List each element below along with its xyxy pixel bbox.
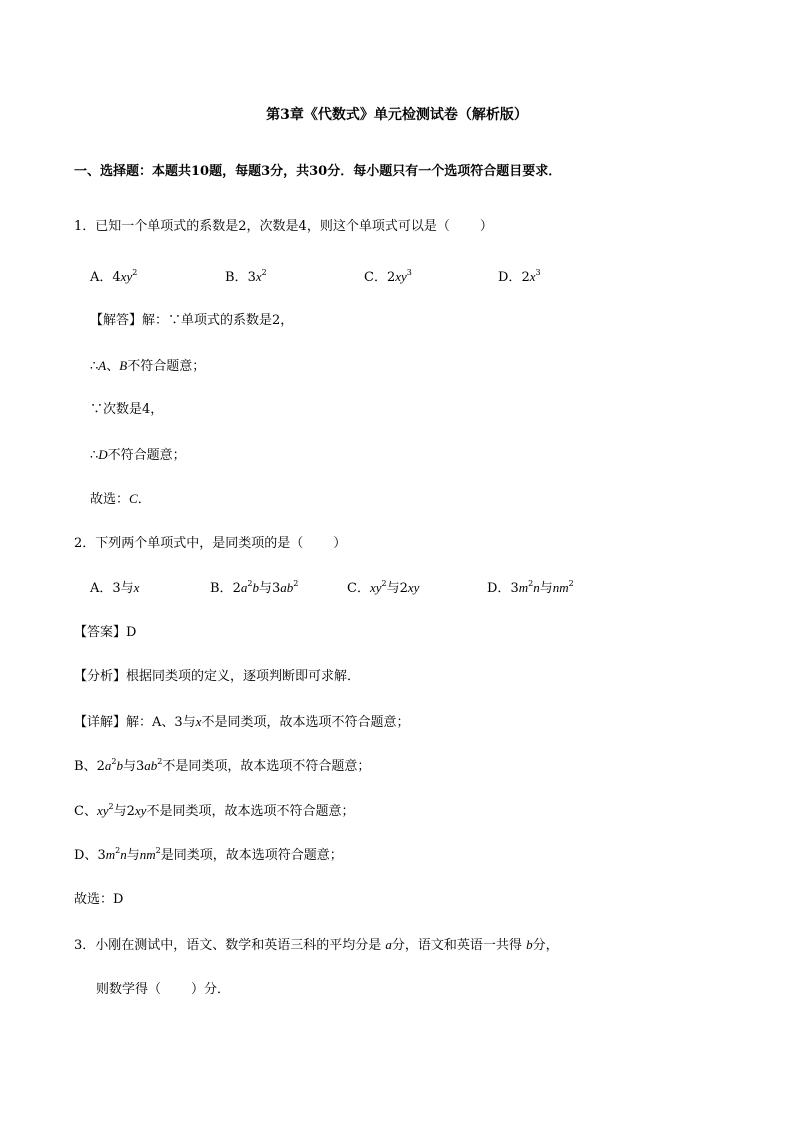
q2-answer: 【答案】D	[74, 625, 137, 640]
q1-solution-line-4: ∴D不符合题意；	[90, 447, 186, 463]
document-title: 第3章《代数式》单元检测试卷（解析版）	[266, 107, 528, 123]
q2-detail-line-b: B、$2a^2b$与$3ab^2$不是同类项，故本选项不符合题意；	[74, 757, 371, 774]
q2-detail-line-c: C、$xy^2$与2xy不是同类项，故本选项不符合题意；	[74, 802, 355, 819]
q1-solution-line-3: ∵次数是4，	[90, 402, 164, 417]
q2-choice: 故选：D	[74, 892, 124, 907]
q2-analysis: 【分析】根据同类项的定义，逐项判断即可求解．	[74, 669, 361, 684]
q1-solution-line-1: 【解答】解：∵单项式的系数是2，	[90, 313, 294, 328]
section-heading: 一、选择题：本题共10题，每题3分，共30分．每小题只有一个选项符合题目要求．	[74, 164, 562, 179]
q2-option-d: D．$3m^2n$与$nm^2$	[487, 579, 574, 596]
q2-option-b: B．$2a^2b$与$3ab^2$	[210, 579, 299, 596]
q1-option-d: D．$2x^3$	[498, 268, 541, 285]
q1-option-b: B．$3x^2$	[225, 268, 267, 285]
question-1-stem: 1．已知一个单项式的系数是2，次数是4，则这个单项式可以是（ ）	[74, 219, 493, 234]
question-3-stem-line-2: 则数学得（ ）分．	[96, 982, 231, 997]
q2-detail-line-d: D、$3m^2n$与$nm^2$是同类项，故本选项符合题意；	[74, 846, 343, 863]
q2-option-c: C．$xy^2$与2xy	[347, 579, 420, 596]
q1-choice: 故选：C．	[90, 491, 151, 507]
q2-option-a: A．3与x	[90, 580, 140, 596]
question-3-stem: 3．小刚在测试中，语文、数学和英语三科的平均分是 a分，语文和英语一共得 b分，	[74, 937, 559, 953]
q1-solution-line-2: ∴A、B不符合题意；	[90, 358, 206, 374]
q1-option-a: A．$4xy^2$	[90, 268, 138, 285]
question-2-stem: 2．下列两个单项式中，是同类项的是（ ）	[74, 536, 347, 551]
q2-detail-line-a: 【详解】解：A、3与x不是同类项，故本选项不符合题意；	[74, 714, 410, 730]
q1-option-c: C．$2xy^3$	[364, 268, 412, 285]
